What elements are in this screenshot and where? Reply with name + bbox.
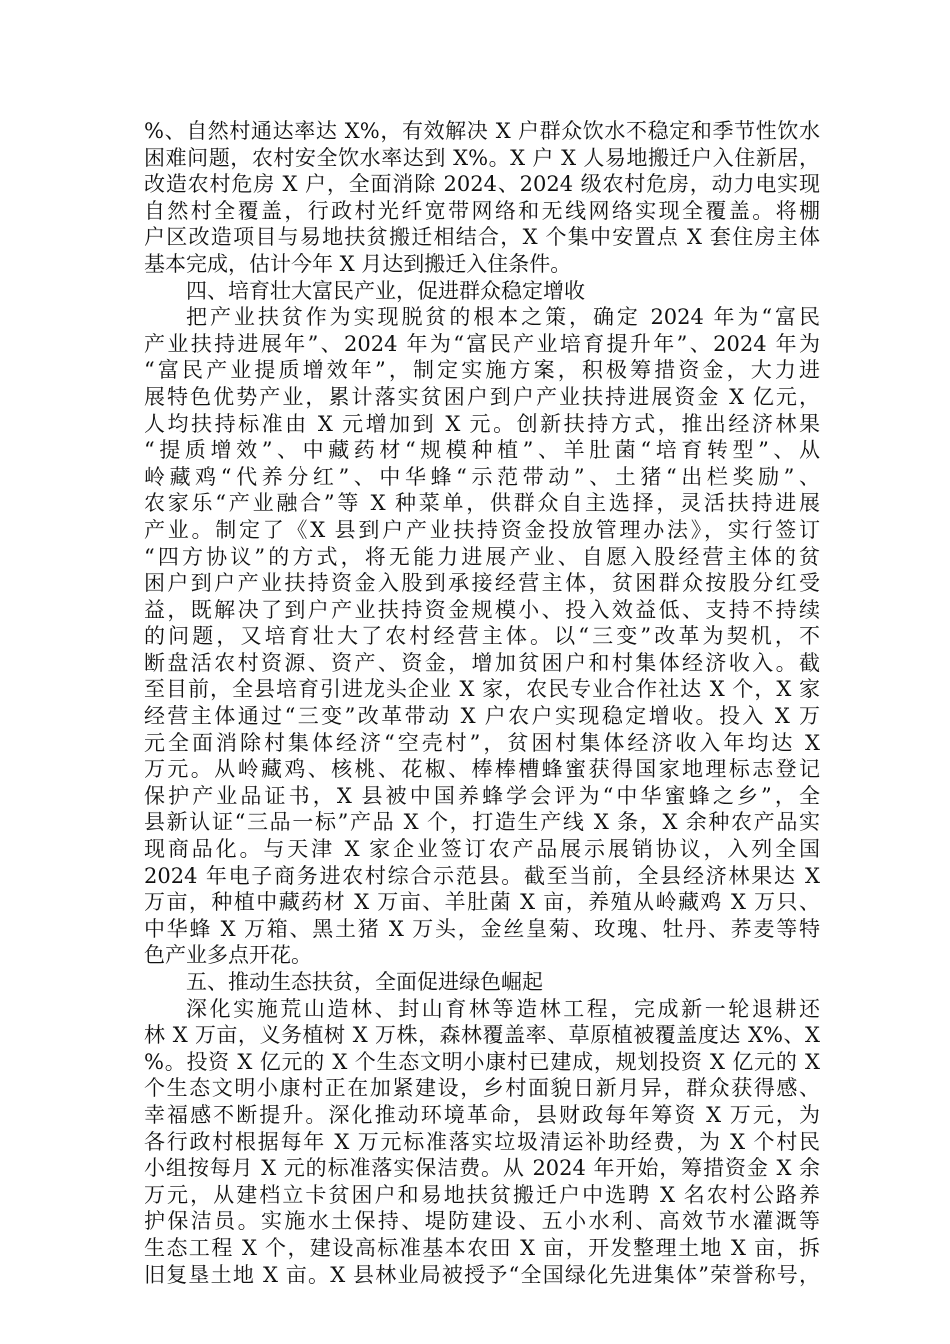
text-line: 保护产业品证书，X 县被中国养蜂学会评为“中华蜜蜂之乡”，全 bbox=[144, 783, 820, 808]
text-line: 色产业多点开花。 bbox=[144, 943, 312, 968]
text-line: 农家乐“产业融合”等 X 种菜单，供群众自主选择，灵活扶持进展 bbox=[144, 491, 820, 516]
text-line: “四方协议”的方式，将无能力进展产业、自愿入股经营主体的贫 bbox=[144, 544, 820, 569]
text-line: 林 X 万亩，义务植树 X 万株，森林覆盖率、草原植被覆盖度达 X%、X bbox=[144, 1023, 820, 1048]
document-body bbox=[144, 118, 820, 1288]
section-heading: 五、推动生态扶贫，全面促进绿色崛起 bbox=[186, 970, 543, 994]
text-line: 产业扶持进展年”、2024 年为“富民产业培育提升年”、2024 年为 bbox=[144, 331, 820, 356]
text-line: 各行政村根据每年 X 万元标准落实垃圾清运补助经费，为 X 个村民 bbox=[144, 1129, 820, 1154]
text-line: “富民产业提质增效年”，制定实施方案，积极筹措资金，大力进 bbox=[144, 358, 820, 383]
text-line: 断盘活农村资源、资产、资金，增加贫困户和村集体经济收入。截 bbox=[144, 650, 820, 675]
text-line: 的问题，又培育壮大了农村经营主体。以“三变”改革为契机，不 bbox=[144, 624, 820, 649]
text-line: 个生态文明小康村正在加紧建设，乡村面貌日新月异，群众获得感、 bbox=[144, 1076, 820, 1101]
text-line: 人均扶持标准由 X 元增加到 X 元。创新扶持方式，推出经济林果 bbox=[144, 411, 820, 436]
text-line: 产业。制定了《X 县到户产业扶持资金投放管理办法》，实行签订 bbox=[144, 517, 820, 542]
text-line: 万元，从建档立卡贫困户和易地扶贫搬迁户中选聘 X 名农村公路养 bbox=[144, 1182, 820, 1207]
text-line: 困户到户产业扶持资金入股到承接经营主体，贫困群众按股分红受 bbox=[144, 571, 820, 596]
text-line: %、自然村通达率达 X%，有效解决 X 户群众饮水不稳定和季节性饮水 bbox=[144, 119, 820, 143]
text-line: 户区改造项目与易地扶贫搬迁相结合，X 个集中安置点 X 套住房主体 bbox=[144, 225, 820, 250]
text-line: 生态工程 X 个，建设高标准基本农田 X 亩，开发整理土地 X 亩，拆 bbox=[144, 1235, 820, 1260]
text-line: 现商品化。与天津 X 家企业签订农产品展示展销协议，入列全国 bbox=[144, 837, 820, 862]
text-line: 自然村全覆盖，行政村光纤宽带网络和无线网络实现全覆盖。将棚 bbox=[144, 198, 820, 223]
text-line: 岭藏鸡“代养分红”、中华蜂“示范带动”、土猪“出栏奖励”、 bbox=[144, 464, 820, 489]
text-line: 改造农村危房 X 户，全面消除 2024、2024 级农村危房，动力电实现 bbox=[144, 172, 820, 197]
text-line: 万元。从岭藏鸡、核桃、花椒、棒棒槽蜂蜜获得国家地理标志登记 bbox=[144, 757, 820, 782]
text-line: 中华蜂 X 万箱、黑土猪 X 万头，金丝皇菊、玫瑰、牡丹、荞麦等特 bbox=[144, 916, 820, 941]
text-line: 县新认证“三品一标”产品 X 个，打造生产线 X 条，X 余种农产品实 bbox=[144, 810, 820, 835]
text-line: 展特色优势产业，累计落实贫困户到户产业扶持进展资金 X 亿元， bbox=[144, 384, 820, 409]
text-line: 元全面消除村集体经济“空壳村”，贫困村集体经济收入年均达 X bbox=[144, 730, 820, 755]
text-line: 经营主体通过“三变”改革带动 X 户农户实现稳定增收。投入 X 万 bbox=[144, 704, 820, 729]
paragraph-first-line: 深化实施荒山造林、封山育林等造林工程，完成新一轮退耕还 bbox=[186, 996, 820, 1021]
section-heading: 四、培育壮大富民产业，促进群众稳定增收 bbox=[186, 278, 585, 303]
text-line: 幸福感不断提升。深化推动环境革命，县财政每年筹资 X 万元，为 bbox=[144, 1102, 820, 1127]
paragraph-first-line: 把产业扶贫作为实现脱贫的根本之策，确定 2024 年为“富民 bbox=[186, 305, 820, 330]
text-line: 旧复垦土地 X 亩。X 县林业局被授予“全国绿化先进集体”荣誉称号， bbox=[144, 1262, 820, 1287]
text-line: 2024 年电子商务进农村综合示范县。截至当前，全县经济林果达 X bbox=[144, 863, 820, 888]
text-line: 益，既解决了到户产业扶持资金规模小、投入效益低、支持不持续 bbox=[144, 597, 820, 622]
text-line: 护保洁员。实施水土保持、堤防建设、五小水利、高效节水灌溉等 bbox=[144, 1209, 820, 1234]
text-line: “提质增效”、中藏药材“规模种植”、羊肚菌“培育转型”、从 bbox=[144, 438, 820, 463]
text-line: %。投资 X 亿元的 X 个生态文明小康村已建成，规划投资 X 亿元的 X bbox=[144, 1049, 820, 1074]
text-line: 万亩，种植中藏药材 X 万亩、羊肚菌 X 亩，养殖从岭藏鸡 X 万只、 bbox=[144, 890, 820, 915]
text-line: 小组按每月 X 元的标准落实保洁费。从 2024 年开始，筹措资金 X 余 bbox=[144, 1156, 820, 1181]
text-line: 至目前，全县培育引进龙头企业 X 家，农民专业合作社达 X 个，X 家 bbox=[144, 677, 820, 702]
text-line: 基本完成，估计今年 X 月达到搬迁入住条件。 bbox=[144, 251, 572, 276]
text-line: 困难问题，农村安全饮水率达到 X%。X 户 X 人易地搬迁户入住新居， bbox=[144, 145, 820, 170]
